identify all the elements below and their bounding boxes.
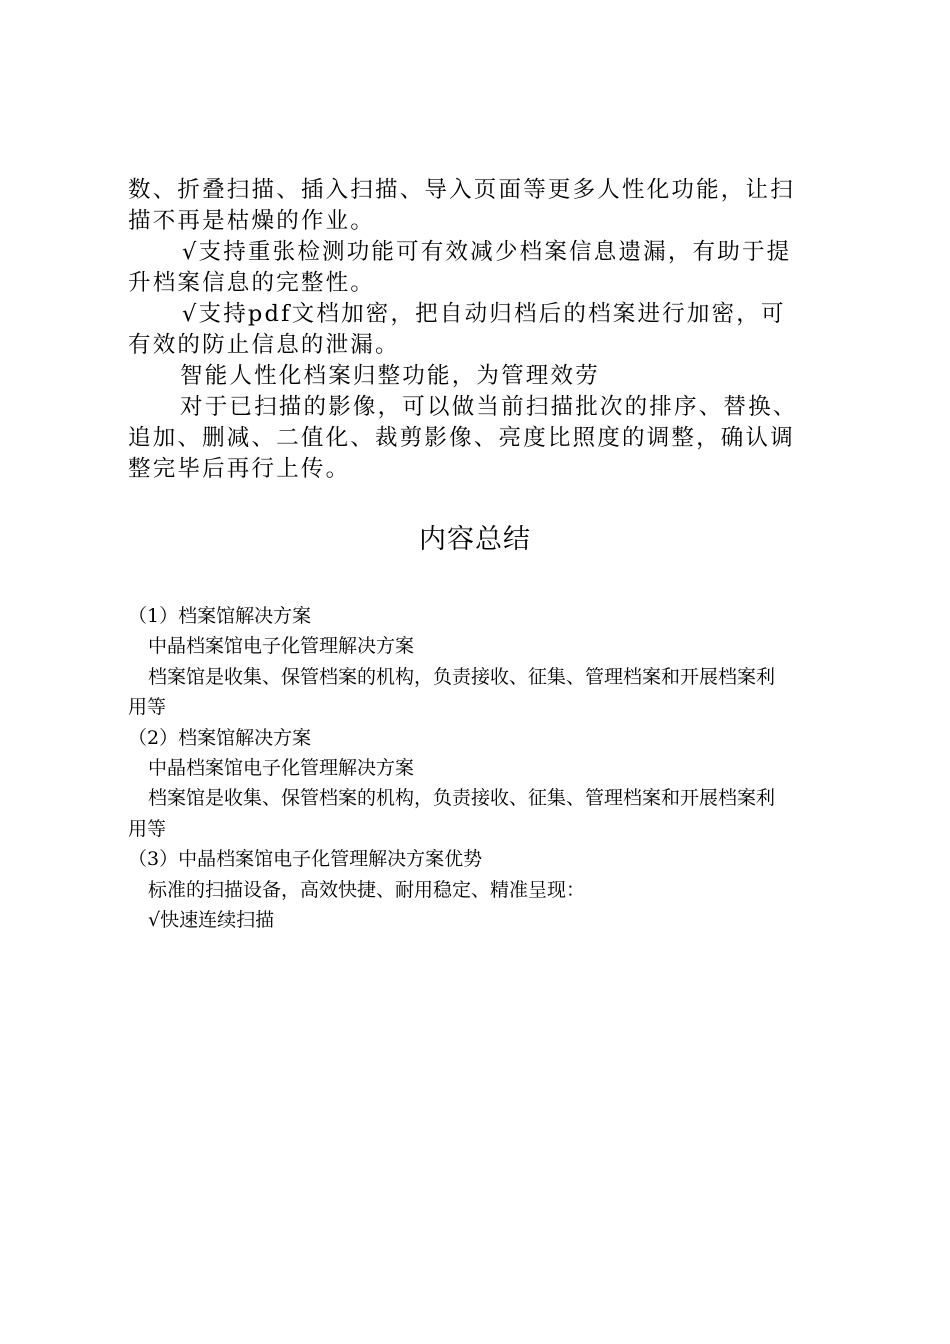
body-line-9: 追加、删减、二值化、裁剪影像、亮度比照度的调整，确认调 bbox=[128, 425, 795, 451]
summary-item-2-heading: （2）档案馆解决方案 bbox=[128, 726, 312, 749]
summary-item-2-sub1: 中晶档案馆电子化管理解决方案 bbox=[148, 756, 415, 779]
summary-item-3-sub2: √快速连续扫描 bbox=[148, 908, 275, 931]
body-line-5: √支持pdf文档加密，把自动归档后的档案进行加密，可 bbox=[182, 301, 786, 327]
body-line-4: 升档案信息的完整性。 bbox=[128, 270, 376, 296]
summary-item-1-sub2-cont: 用等 bbox=[128, 696, 167, 719]
summary-item-1-sub2: 档案馆是收集、保管档案的机构，负责接收、征集、管理档案和开展档案利 bbox=[148, 665, 776, 688]
summary-item-3-heading: （3）中晶档案馆电子化管理解决方案优势 bbox=[128, 848, 483, 871]
body-line-7: 智能人性化档案归整功能，为管理效劳 bbox=[180, 363, 600, 389]
body-line-2: 描不再是枯燥的作业。 bbox=[128, 208, 376, 234]
body-line-1: 数、折叠扫描、插入扫描、导入页面等更多人性化功能，让扫 bbox=[128, 177, 795, 203]
summary-item-1-sub1: 中晶档案馆电子化管理解决方案 bbox=[148, 635, 415, 658]
body-line-10: 整完毕后再行上传。 bbox=[128, 456, 351, 482]
body-text-block bbox=[128, 175, 818, 485]
summary-item-1-heading: （1）档案馆解决方案 bbox=[128, 605, 312, 627]
summary-item-3-sub1: 标准的扫描设备，高效快捷、耐用稳定、精准呈现： bbox=[148, 878, 586, 901]
body-line-3: √支持重张检测功能可有效减少档案信息遗漏，有助于提 bbox=[182, 239, 792, 265]
summary-title: 内容总结 bbox=[419, 524, 531, 555]
body-line-8: 对于已扫描的影像，可以做当前扫描批次的排序、替换、 bbox=[180, 394, 798, 420]
summary-list bbox=[128, 601, 848, 935]
summary-item-2-sub2: 档案馆是收集、保管档案的机构，负责接收、征集、管理档案和开展档案利 bbox=[148, 787, 776, 810]
summary-item-2-sub2-cont: 用等 bbox=[128, 817, 167, 840]
body-line-6: 有效的防止信息的泄漏。 bbox=[128, 332, 400, 358]
